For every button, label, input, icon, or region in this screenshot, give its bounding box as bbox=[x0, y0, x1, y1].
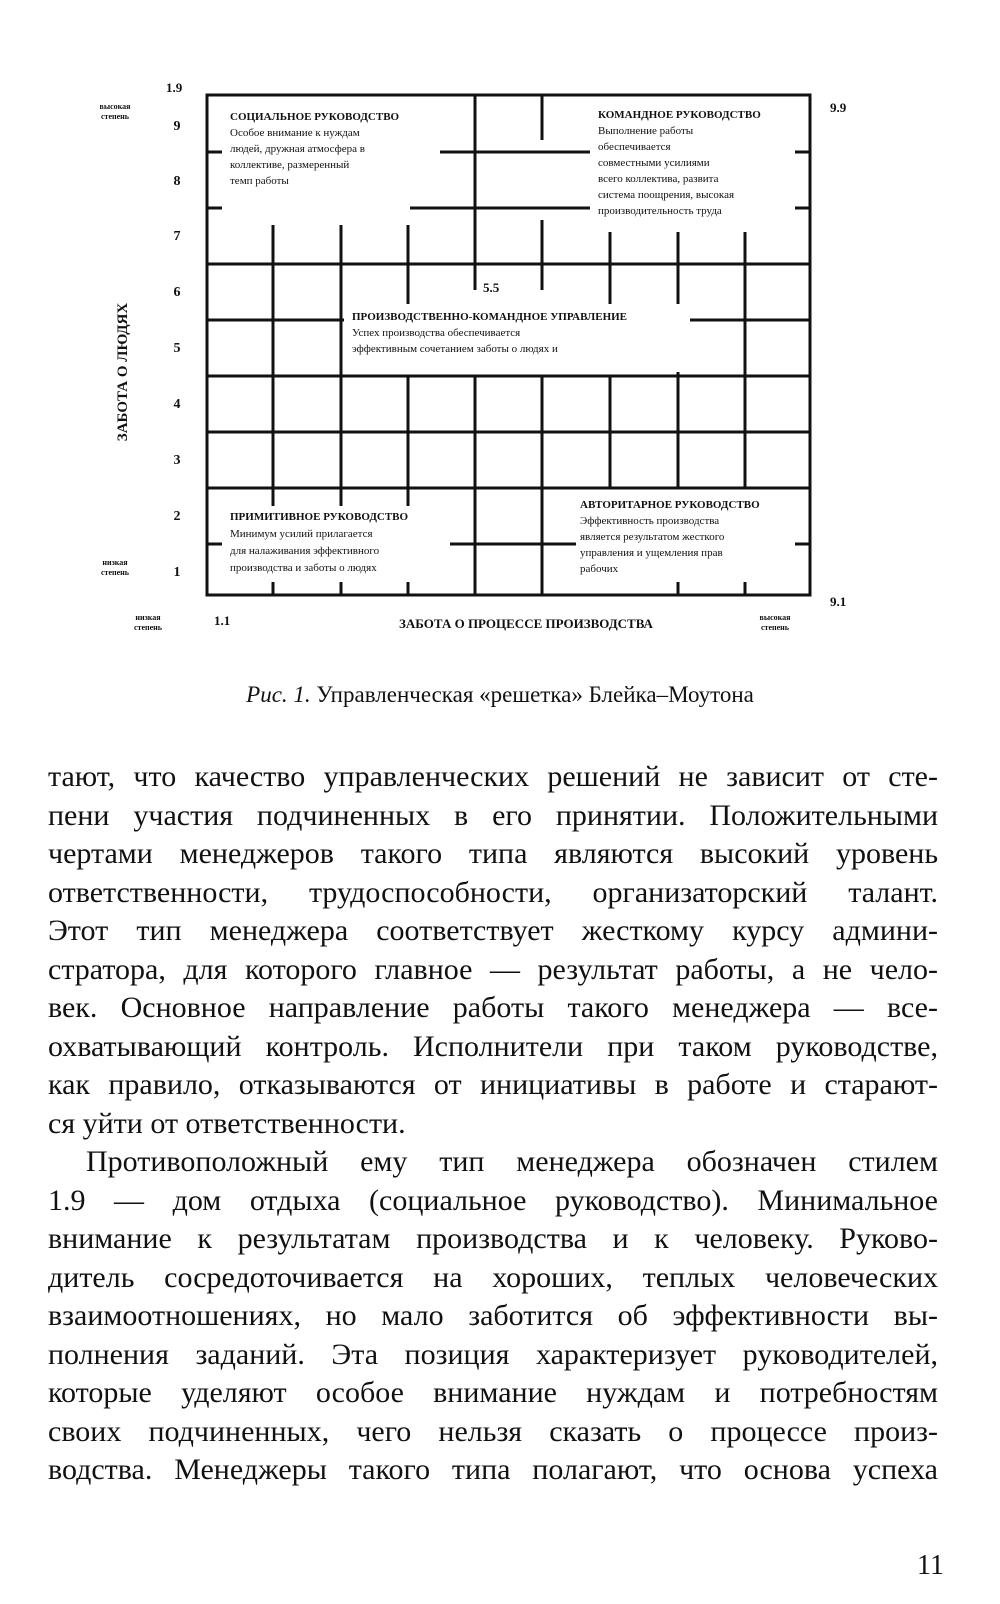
text-line: как правило, отказываются от инициативы в работе и старают- bbox=[48, 1068, 938, 1101]
text-line: внимание к результатам производства и к человеку. Руково- bbox=[48, 1222, 938, 1255]
x-high-label: высокая bbox=[759, 613, 791, 622]
social-style-line: коллективе, размеренный bbox=[230, 159, 350, 171]
y-tick-label: 1 bbox=[173, 565, 181, 580]
middle-style-title: ПРОИЗВОДСТВЕННО-КОМАНДНОЕ УПРАВЛЕНИЕ bbox=[352, 311, 628, 323]
team-style-line: совместными усилиями bbox=[598, 157, 710, 169]
text-line: ответственности, трудоспособности, организаторский талант. bbox=[48, 875, 938, 909]
center-label-5-5: 5.5 bbox=[483, 280, 500, 295]
text-line: пени участия подчиненных в его принятии. Положительными bbox=[48, 798, 938, 832]
figure-caption-prefix: Рис. 1. bbox=[246, 682, 311, 707]
team-style-line: обеспечивается bbox=[598, 141, 671, 153]
text-line: своих подчиненных, чего нельзя сказать о процессе произ- bbox=[48, 1414, 938, 1448]
corner-label-9-1: 9.1 bbox=[830, 594, 847, 609]
text-line: чертами менеджеров такого типа являются высокий уровень bbox=[48, 837, 938, 870]
text-line: охватывающий контроль. Исполнители при таком руководстве, bbox=[48, 1029, 938, 1063]
body-text bbox=[48, 758, 938, 1490]
corner-label-1-9: 1.9 bbox=[166, 80, 183, 95]
text-line: Этот тип менеджера соответствует жесткому курсу админи- bbox=[48, 914, 938, 947]
text-line: взаимоотношениях, но мало заботится об эффективности вы- bbox=[48, 1299, 938, 1332]
text-line: дитель сосредоточивается на хороших, теплых человеческих bbox=[48, 1260, 938, 1294]
y-tick-label: 9 bbox=[173, 119, 181, 134]
y-high-label: степень bbox=[100, 112, 130, 121]
page-number: 11 bbox=[917, 1550, 944, 1581]
primitive-style-line: производства и заботы о людях bbox=[230, 562, 377, 574]
y-tick-label: 3 bbox=[173, 453, 181, 468]
authoritarian-style-line: управления и ущемления прав bbox=[580, 547, 723, 559]
text-line: век. Основное направление работы такого менеджера — все- bbox=[48, 991, 938, 1024]
primitive-style-line: Минимум усилий прилагается bbox=[230, 528, 373, 540]
y-tick-label: 8 bbox=[173, 174, 181, 189]
y-tick-label: 2 bbox=[173, 509, 181, 524]
middle-style-line: Успех производства обеспечивается bbox=[352, 327, 521, 339]
text-line: водства. Менеджеры такого типа полагают, что основа успеха bbox=[48, 1453, 938, 1486]
y-low-label: степень bbox=[100, 568, 130, 577]
y-low-label: низкая bbox=[102, 558, 128, 567]
authoritarian-style-line: является результатом жесткого bbox=[580, 531, 725, 543]
text-line: Противоположный ему тип менеджера обозначен стилем bbox=[86, 1145, 938, 1178]
team-style-title: КОМАНДНОЕ РУКОВОДСТВО bbox=[598, 109, 761, 121]
social-style-line: Особое внимание к нуждам bbox=[230, 127, 360, 139]
y-tick-label: 6 bbox=[173, 285, 181, 300]
primitive-style-line: для налаживания эффективного bbox=[230, 545, 380, 557]
team-style-line: всего коллектива, развита bbox=[598, 173, 719, 185]
corner-label-1-1: 1.1 bbox=[214, 613, 231, 628]
primitive-style-title: ПРИМИТИВНОЕ РУКОВОДСТВО bbox=[230, 511, 409, 523]
social-style-line: людей, дружная атмосфера в bbox=[230, 143, 365, 155]
x-axis-label: ЗАБОТА О ПРОЦЕССЕ ПРОИЗВОДСТВА bbox=[399, 616, 653, 631]
authoritarian-style-line: Эффективность производства bbox=[580, 515, 720, 527]
y-tick-label: 7 bbox=[173, 229, 181, 244]
y-tick-label: 4 bbox=[173, 397, 181, 412]
y-tick-label: 5 bbox=[173, 341, 181, 356]
text-line: 1.9 — дом отдыха (социальное руководство). Минимальное bbox=[48, 1183, 938, 1217]
authoritarian-style-title: АВТОРИТАРНОЕ РУКОВОДСТВО bbox=[580, 499, 760, 511]
paragraph-1 bbox=[48, 758, 938, 1143]
text-line: ся уйти от ответственности. bbox=[48, 1106, 406, 1140]
y-high-label: высокая bbox=[99, 102, 131, 111]
y-axis-label: ЗАБОТА О ЛЮДЯХ bbox=[115, 302, 131, 442]
paragraph-2 bbox=[48, 1143, 938, 1490]
corner-label-9-9: 9.9 bbox=[830, 100, 847, 115]
text-line: полнения заданий. Эта позиция характеризует руководителей, bbox=[48, 1337, 938, 1371]
team-style-line: производительность труда bbox=[598, 205, 722, 217]
authoritarian-style-line: рабочих bbox=[580, 563, 619, 575]
social-style-title: СОЦИАЛЬНОЕ РУКОВОДСТВО bbox=[230, 111, 400, 123]
social-style-line: темп работы bbox=[230, 175, 289, 187]
x-high-label: степень bbox=[760, 623, 790, 632]
x-low-label: степень bbox=[133, 623, 163, 632]
team-style-line: система поощрения, высокая bbox=[598, 189, 735, 201]
team-style-line: Выполнение работы bbox=[598, 125, 694, 137]
text-line: стратора, для которого главное — результат работы, а не чело- bbox=[48, 952, 938, 986]
figure-caption bbox=[0, 682, 1000, 708]
text-line: которые уделяют особое внимание нуждам и потребностям bbox=[48, 1376, 938, 1409]
text-line: тают, что качество управленческих решений не зависит от сте- bbox=[48, 760, 938, 793]
x-low-label: низкая bbox=[135, 613, 161, 622]
managerial-grid-diagram bbox=[0, 0, 1000, 680]
figure-caption-text: Управленческая «решетка» Блейка–Моутона bbox=[316, 682, 754, 707]
middle-style-line: эффективным сочетанием заботы о людях и bbox=[352, 343, 558, 355]
